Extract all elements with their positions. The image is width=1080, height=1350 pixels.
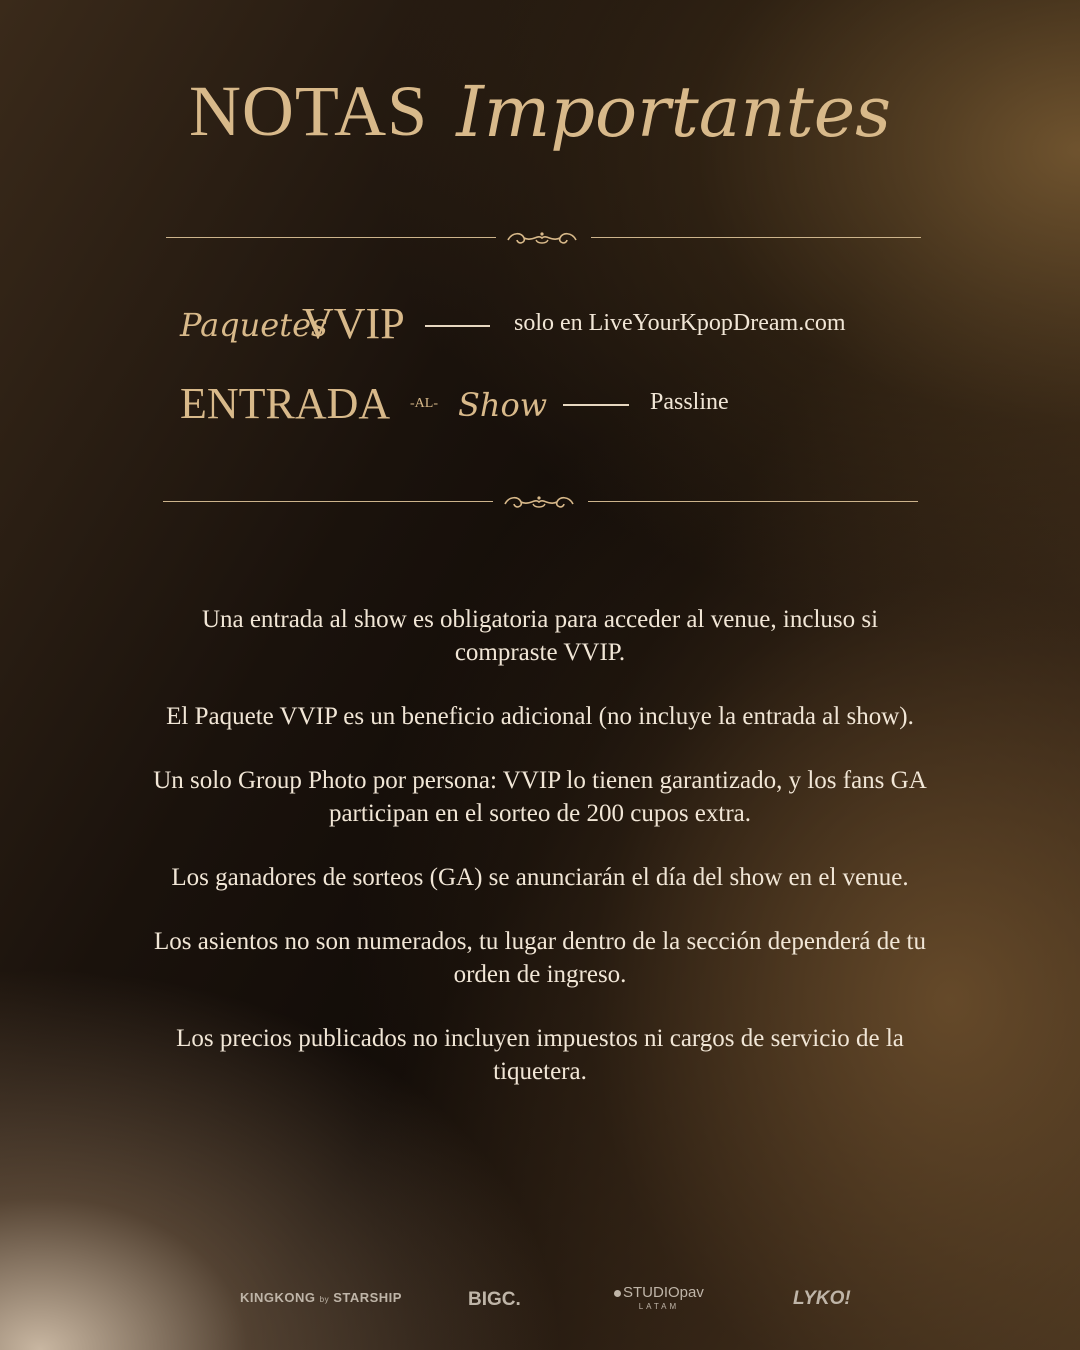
vvip-dash [425, 325, 490, 327]
note-item: Los precios publicados no incluyen impuestos ni cargos de servicio de la tiquetera. [176, 1025, 904, 1085]
ornament-divider-bottom [163, 492, 918, 512]
entrada-row [180, 376, 920, 436]
studiopav-text: STUDIOpav [623, 1284, 704, 1301]
vvip-row [180, 296, 920, 356]
page-title [0, 70, 1080, 153]
entrada-label-script: Show [458, 386, 548, 424]
entrada-dash [563, 404, 629, 406]
bigc-logo: BIGC. [468, 1289, 521, 1310]
entrada-label-small: -AL- [410, 396, 438, 411]
vvip-value: solo en LiveYourKpopDream.com [514, 310, 846, 336]
note-item: Un solo Group Photo por persona: VVIP lo tienen garantizado, y los fans GA participan en el sorteo de 200 cupos extra. [153, 767, 927, 827]
kingkong-starship-logo [240, 1290, 402, 1305]
studiopav-icon [614, 1290, 621, 1297]
studiopav-sub: LATAM [638, 1302, 680, 1311]
notes-list [150, 603, 930, 1119]
flourish-icon [502, 228, 582, 248]
entrada-value: Passline [650, 389, 729, 415]
flourish-icon [499, 492, 579, 512]
entrada-label-caps: ENTRADA [180, 379, 391, 428]
note-item: Los asientos no son numerados, tu lugar dentro de la sección dependerá de tu orden de ingreso. [154, 928, 926, 988]
note-item: Una entrada al show es obligatoria para acceder al venue, incluso si compraste VVIP. [201, 606, 879, 666]
footer-logos [0, 1282, 1080, 1322]
starship-text: STARSHIP [333, 1290, 402, 1305]
lyko-logo: LYKO! [793, 1288, 851, 1309]
ornament-divider-top [166, 228, 921, 248]
vvip-label-script: Paquetes [180, 306, 328, 344]
kingkong-by: by [319, 1295, 330, 1304]
note-item: El Paquete VVIP es un beneficio adicional (no incluye la entrada al show). [166, 703, 914, 730]
title-caps: NOTAS [188, 71, 429, 151]
title-script: Importantes [456, 70, 892, 153]
vvip-label-caps: VVIP [302, 299, 405, 348]
note-item: Los ganadores de sorteos (GA) se anunciarán el día del show en el venue. [171, 864, 909, 891]
kingkong-text: KINGKONG [240, 1290, 316, 1305]
studiopav-logo [614, 1284, 704, 1311]
